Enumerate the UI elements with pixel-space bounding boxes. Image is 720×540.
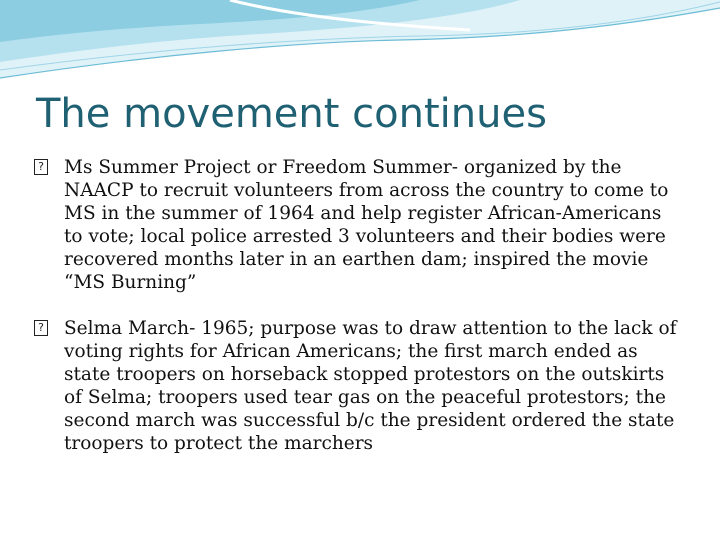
bullet-text: Selma March- 1965; purpose was to draw attention to the lack of voting rights for African Americans; the first march ended as state troopers on horseback stopped protestors on the outskirts of Selma; troopers used tear gas on the peaceful protestors; the second march was successful b/c the president ordered the state troopers to protect the marchers [64, 318, 677, 454]
decorative-wave-header [0, 0, 720, 90]
slide-title: The movement continues [36, 91, 547, 137]
bullet-glyph-icon: ? [34, 159, 48, 175]
list-item [32, 156, 682, 294]
list-item [32, 317, 682, 455]
bullet-list [32, 156, 682, 478]
bullet-glyph-icon: ? [34, 320, 48, 336]
bullet-text: Ms Summer Project or Freedom Summer- organized by the NAACP to recruit volunteers from across the country to come to MS in the summer of 1964 and help register African-Americans to vote; local police arrested 3 volunteers and their bodies were recovered months later in an earthen dam; inspired the movie “MS Burning” [64, 157, 669, 293]
